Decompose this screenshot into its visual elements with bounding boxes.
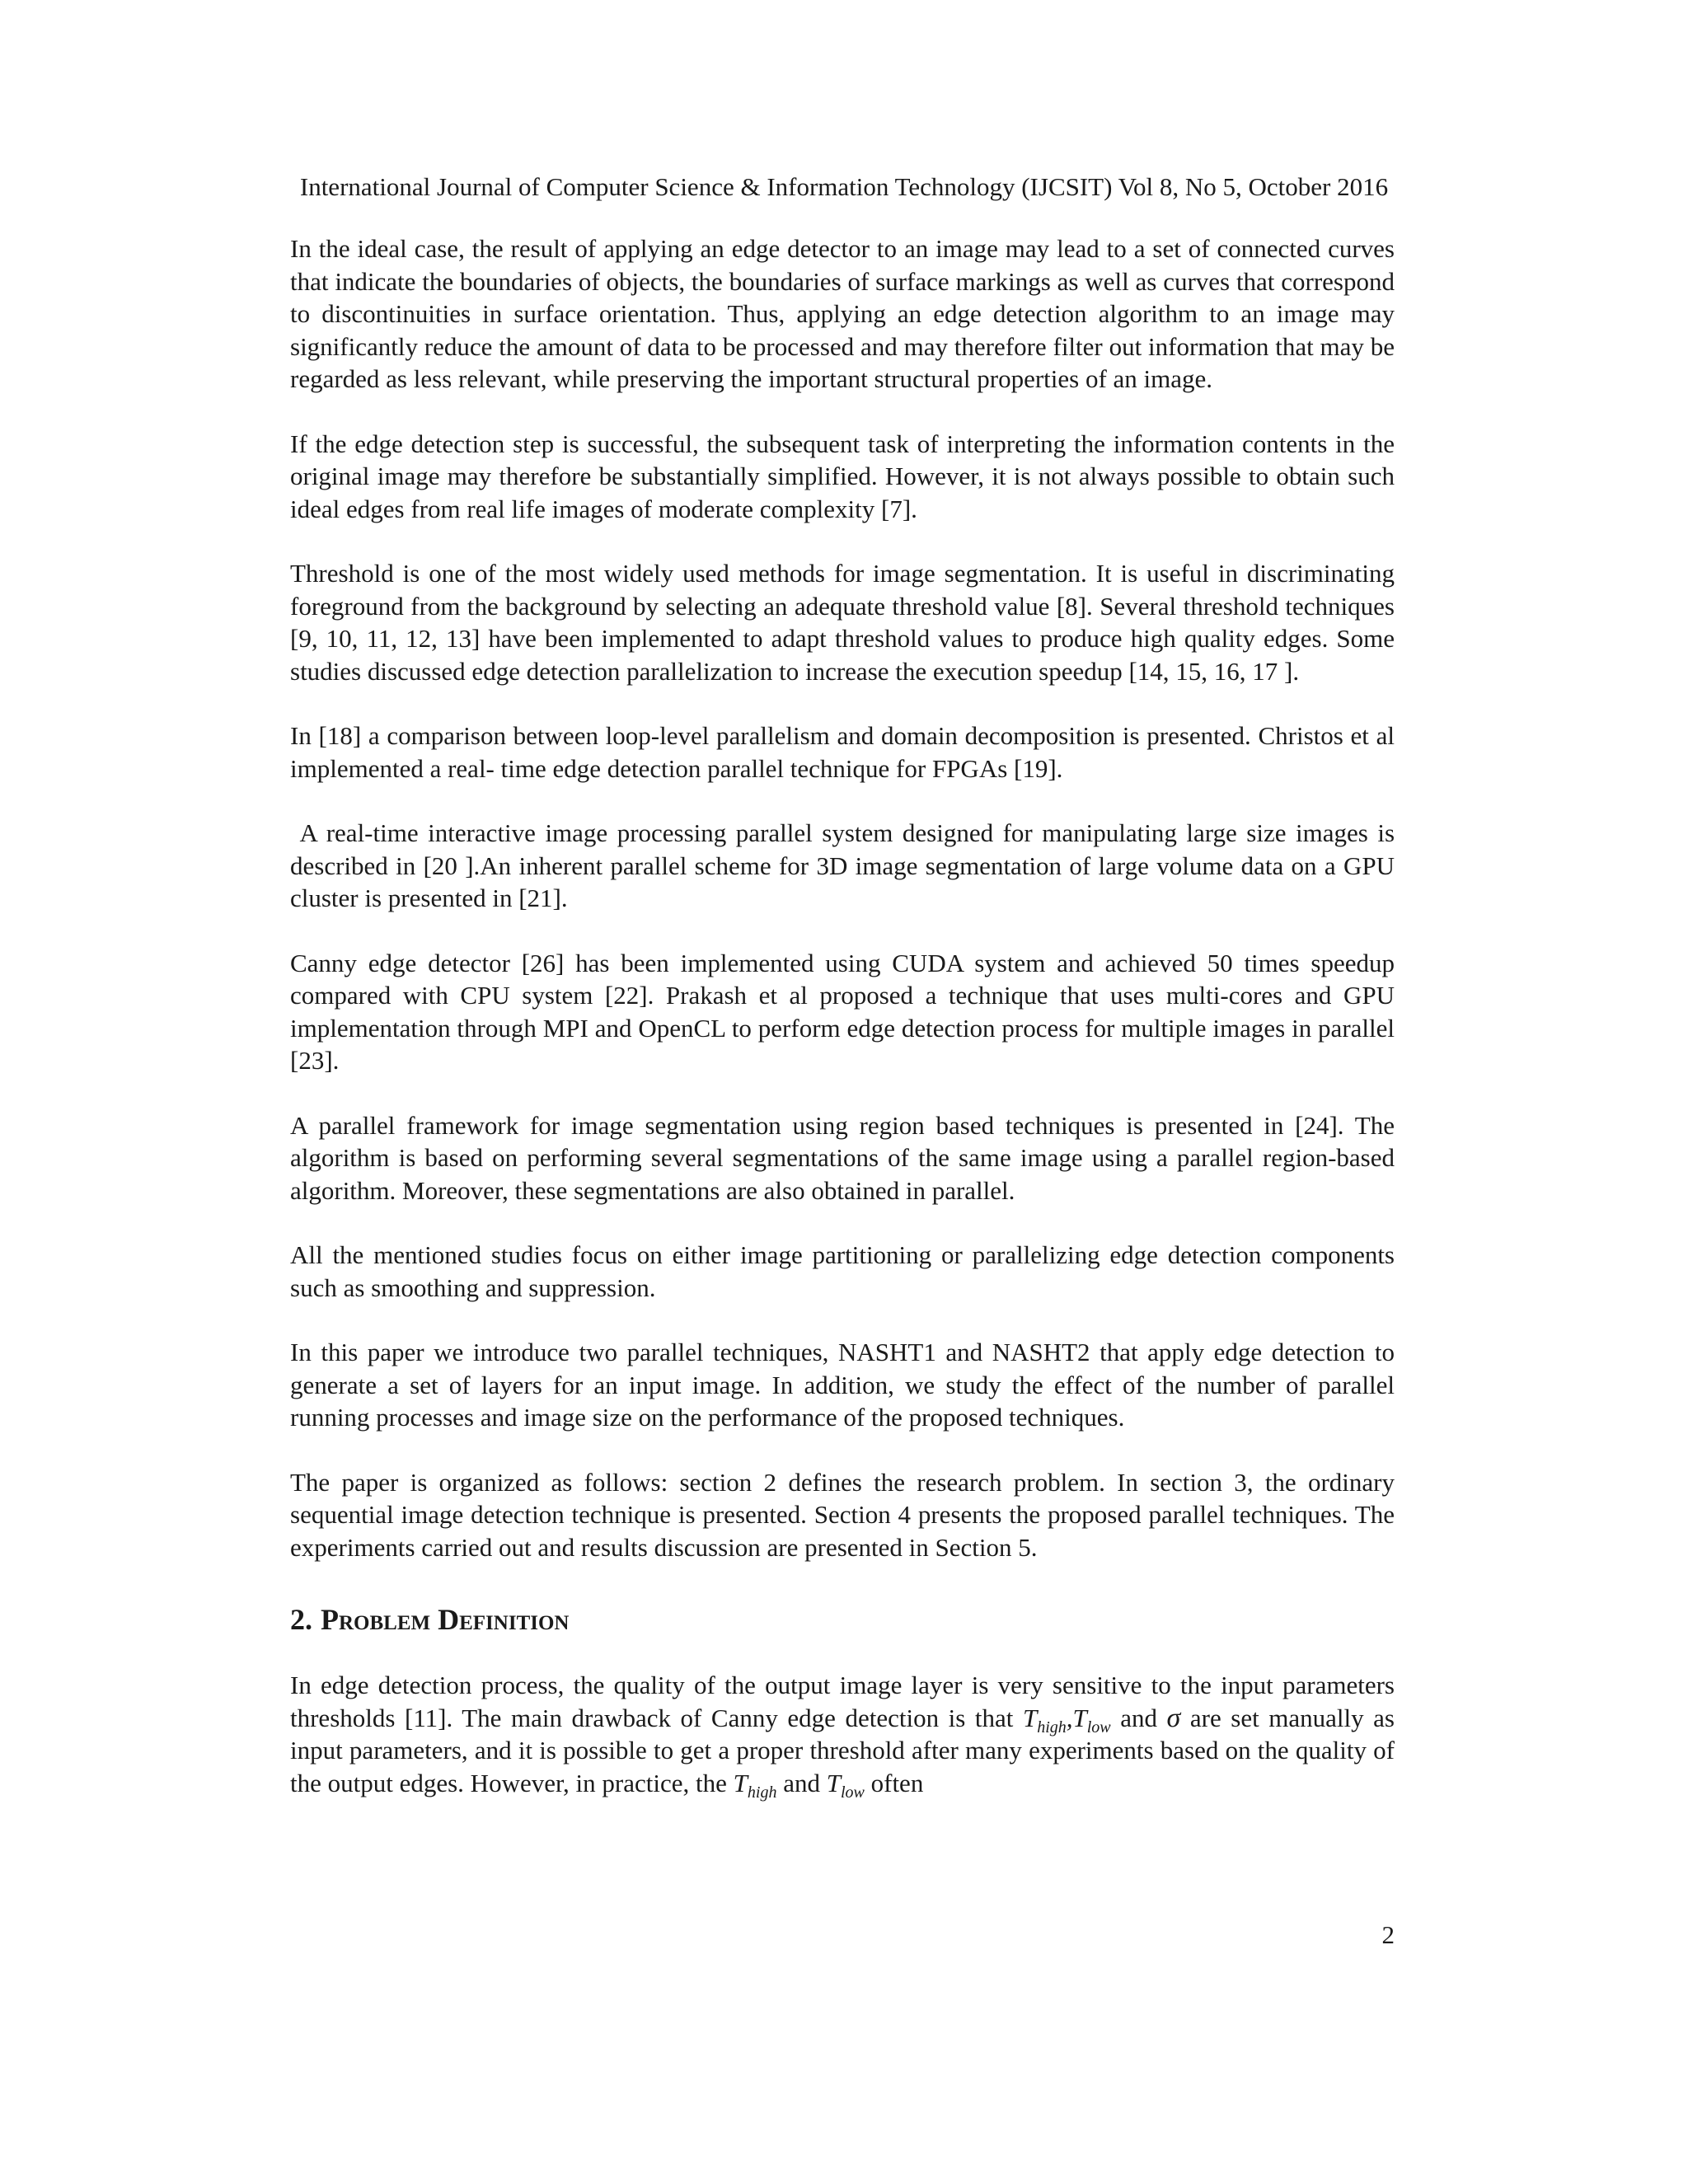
problem-text-part2: are set manually as input parameters, and it is possible to get a proper threshold after many experiments based on the quality of the output edges. However, in practice, the xyxy=(290,1703,1395,1797)
page-number: 2 xyxy=(1381,1920,1395,1949)
paragraph-problem-definition xyxy=(290,1669,1395,1802)
journal-header: International Journal of Computer Science & Information Technology (IJCSIT) Vol 8, No 5, October 2016 xyxy=(299,172,1389,201)
and-word: and xyxy=(1110,1703,1167,1732)
paragraph-canny-cuda: Canny edge detector [26] has been implemented using CUDA system and achieved 50 times speedup compared with CPU system [22]. Prakash et al proposed a technique that uses multi-cores and GPU implementation through MPI and OpenCL to perform edge detection process for multiple images in parallel [23]. xyxy=(290,948,1395,1075)
section-heading xyxy=(290,1601,1395,1638)
paragraph-real-time-system: A real-time interactive image processing parallel system designed for manipulating large size images is described in [20 ].An inherent parallel scheme for 3D image segmentation of large volume data on a GPU cluster is presented in [21]. xyxy=(290,818,1401,912)
paragraph-threshold: Threshold is one of the most widely used methods for image segmentation. It is useful in discriminating foreground from the background by selecting an adequate threshold value [8]. Several threshold techniques [9, 10, 11, 12, 13] have been implemented to adapt threshold values to produce high quality edges. Some studies discussed edge detection parallelization to increase the execution speedup [14, 15, 16, 17 ]. xyxy=(290,559,1395,686)
t-high-symbol-2: $T_{high}$ xyxy=(733,1768,777,1802)
paragraph-edge-detection-step: If the edge detection step is successful, the subsequent task of interpreting the information contents in the original image may therefore be substantially simplified. However, it is not always possible to obtain such ideal edges from real life images of moderate complexity [7]. xyxy=(290,429,1395,523)
t-low-symbol-2: $T_{low}$ xyxy=(826,1768,865,1802)
paragraph-parallel-framework: A parallel framework for image segmentation using region based techniques is presented in [24]. The algorithm is based on performing several segmentations of the same image using a parallel region-based algorithm. Moreover, these segmentations are also obtained in parallel. xyxy=(290,1110,1395,1205)
math-comma: , xyxy=(1066,1703,1073,1732)
paragraph-this-paper: In this paper we introduce two parallel techniques, NASHT1 and NASHT2 that apply edge detection to generate a set of layers for an input image. In addition, we study the effect of the number of parallel running processes and image size on the performance of the proposed techniques. xyxy=(290,1338,1395,1432)
section-number: 2. xyxy=(290,1603,312,1636)
paragraph-comparison: In [18] a comparison between loop-level parallelism and domain decomposition is presented. Christos et al implemented a real- time edge detection parallel technique for FPGAs [19]. xyxy=(290,721,1395,783)
page-body xyxy=(290,232,1401,1802)
sigma-symbol: σ xyxy=(1166,1702,1181,1733)
t-low-symbol: $T_{low}$ xyxy=(1072,1703,1111,1736)
paragraph-mentioned-studies: All the mentioned studies focus on either image partitioning or parallelizing edge detection components such as smoothing and suppression. xyxy=(290,1240,1395,1302)
paragraph-organization: The paper is organized as follows: section 2 defines the research problem. In section 3, the ordinary sequential image detection technique is presented. Section 4 presents the proposed parallel techniques. The experiments carried out and results discussion are presented in Section 5. xyxy=(290,1467,1395,1562)
paragraph-ideal-case: In the ideal case, the result of applying an edge detector to an image may lead to a set of connected curves that indicate the boundaries of objects, the boundaries of surface markings as well as curves that correspond to discontinuities in surface orientation. Thus, applying an edge detection algorithm to an image may significantly reduce the amount of data to be processed and may therefore filter out information that may be regarded as less relevant, while preserving the important structural properties of an image. xyxy=(290,234,1395,393)
problem-text-part3: often xyxy=(864,1768,924,1797)
and-word-2: and xyxy=(776,1768,827,1797)
problem-text-part1: In edge detection process, the quality of the output image layer is very sensitive to the input parameters thresholds [11]. The main drawback of Canny edge detection is that xyxy=(290,1671,1395,1732)
section-title: Problem Definition xyxy=(321,1603,570,1636)
t-high-symbol: $T_{high}$ xyxy=(1022,1703,1067,1736)
